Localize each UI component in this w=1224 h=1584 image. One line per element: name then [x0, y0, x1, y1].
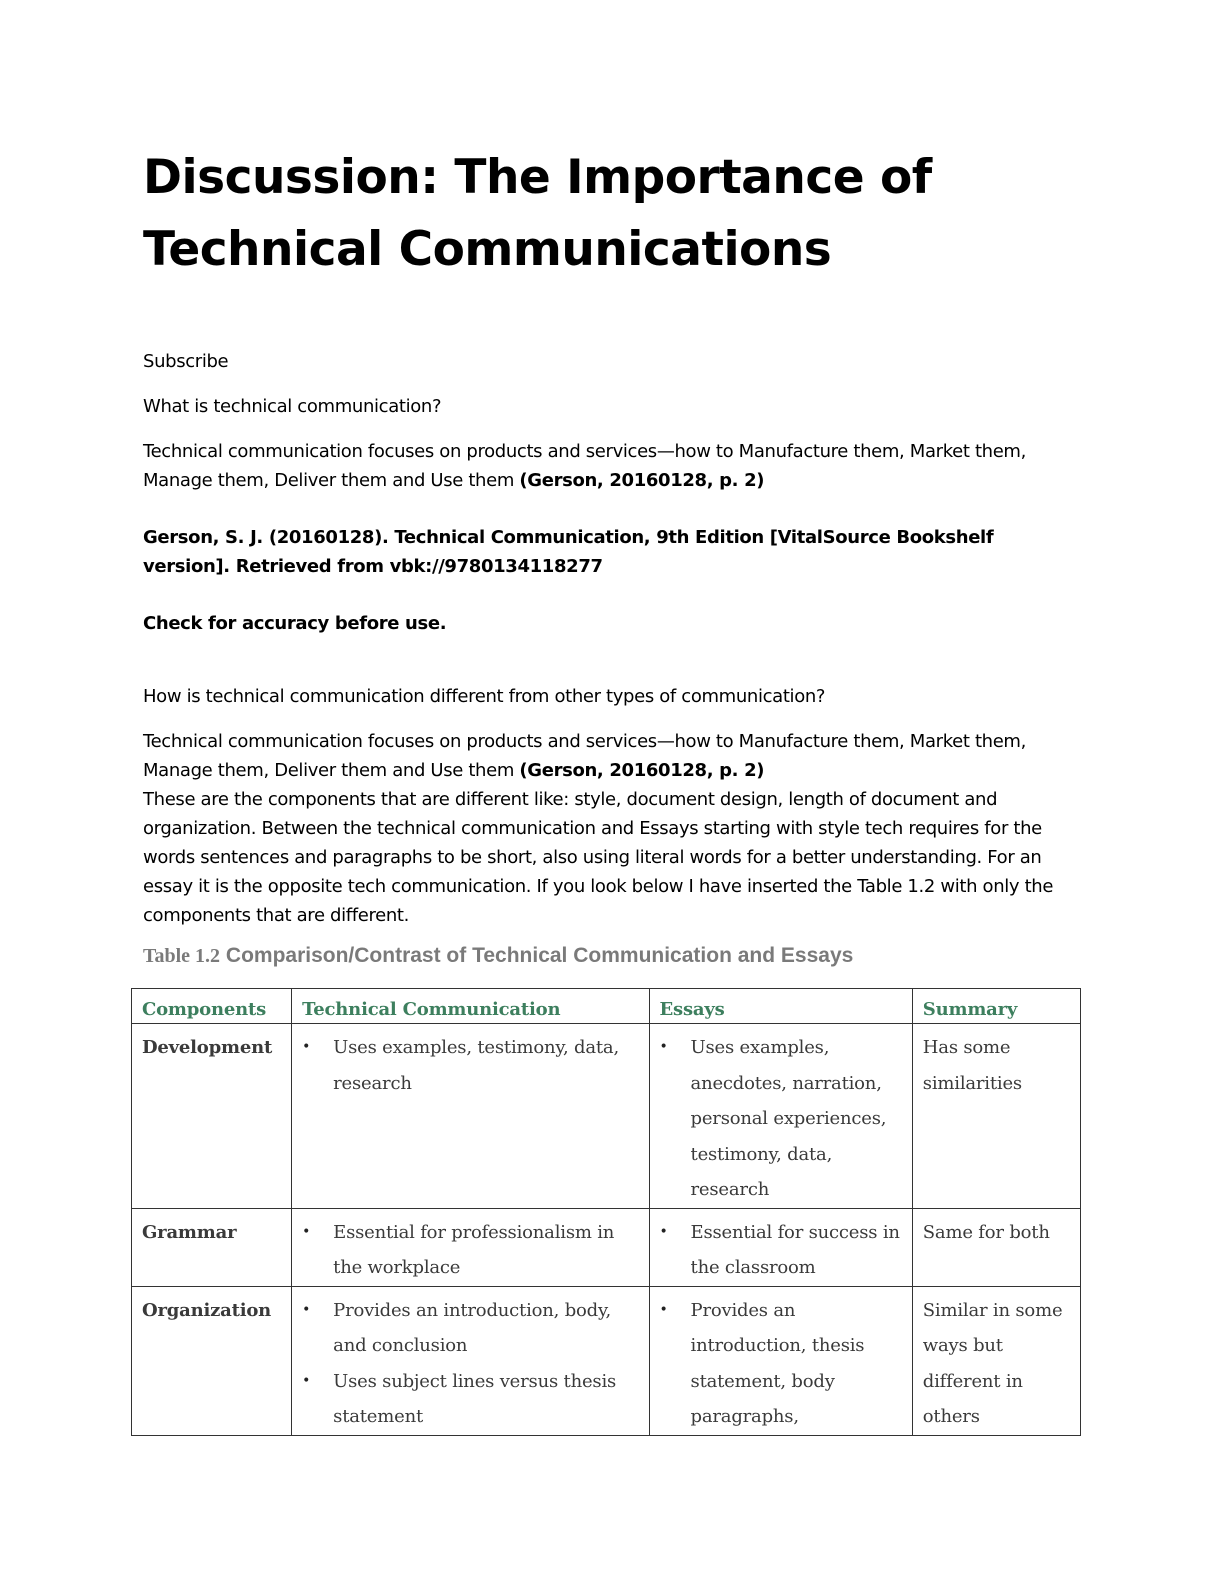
- header-summary: Summary: [912, 989, 1080, 1024]
- table-caption-number: Table 1.2: [143, 945, 221, 967]
- reference-citation: Gerson, S. J. (20160128). Technical Communication, 9th Edition [VitalSource Bookshelf version]. Retrieved from vbk://9780134118277: [143, 527, 994, 577]
- paragraph-2-text: Technical communication focuses on products and services—how to Manufacture them, Market them, Manage them, Deliver them and Use them: [143, 731, 1026, 781]
- table-caption: [143, 944, 853, 968]
- list-item: • Provides an introduction, body, and conclusion: [302, 1293, 638, 1364]
- question-2: How is technical communication different from other types of communication?: [143, 686, 826, 707]
- list-item: • Uses subject lines versus thesis statement: [302, 1364, 638, 1435]
- cell-technical-grammar: [292, 1208, 649, 1286]
- list-item: • Essential for success in the classroom: [660, 1215, 902, 1286]
- page-title: Discussion: The Importance of Technical Communications: [143, 150, 932, 277]
- bullet-list: [302, 1215, 638, 1286]
- table-row: [132, 1024, 1081, 1209]
- paragraph-1-text: Technical communication focuses on products and services—how to Manufacture them, Market them, Manage them, Deliver them and Use them: [143, 441, 1026, 491]
- bullet-list: [660, 1030, 902, 1208]
- paragraph-1: [143, 437, 1063, 495]
- header-technical-communication: Technical Communication: [292, 989, 649, 1024]
- paragraph-2-citation: (Gerson, 20160128, p. 2): [519, 760, 765, 781]
- row-component-organization: Organization: [132, 1286, 292, 1435]
- cell-technical-organization: [292, 1286, 649, 1435]
- accuracy-note: Check for accuracy before use.: [143, 613, 447, 634]
- cell-essays-grammar: [649, 1208, 912, 1286]
- table-caption-text: Comparison/Contrast of Technical Communication and Essays: [225, 944, 854, 967]
- bullet-list: [660, 1293, 902, 1435]
- subscribe-link[interactable]: Subscribe: [143, 351, 229, 372]
- list-item: • Uses examples, testimony, data, research: [302, 1030, 638, 1101]
- table-row: [132, 1208, 1081, 1286]
- paragraph-3-text: These are the components that are different like: style, document design, length of document and organization. Between the technical communication and Essays starting with style tech requires for the words sentences and paragraphs to be short, also using literal words for a better understanding. For an essay it is the opposite tech communication. If you look below I have inserted the Table 1.2 with only the components that are different.: [143, 789, 1054, 926]
- row-component-development: Development: [132, 1024, 292, 1209]
- cell-summary-development: Has some similarities: [912, 1024, 1080, 1209]
- list-item: • Uses examples, anecdotes, narration, personal experiences, testimony, data, research: [660, 1030, 902, 1208]
- bullet-list: [302, 1293, 638, 1435]
- paragraph-1-citation: (Gerson, 20160128, p. 2): [519, 470, 765, 491]
- list-item: • Essential for professionalism in the workplace: [302, 1215, 638, 1286]
- cell-summary-grammar: Same for both: [912, 1208, 1080, 1286]
- cell-summary-organization: Similar in some ways but different in others: [912, 1286, 1080, 1435]
- cell-essays-organization: [649, 1286, 912, 1435]
- table-row: [132, 1286, 1081, 1435]
- bullet-list: [302, 1030, 638, 1101]
- row-component-grammar: Grammar: [132, 1208, 292, 1286]
- cell-essays-development: [649, 1024, 912, 1209]
- cell-technical-development: [292, 1024, 649, 1209]
- table-header-row: [132, 989, 1081, 1024]
- header-components: Components: [132, 989, 292, 1024]
- paragraph-2: [143, 727, 1063, 930]
- list-item: • Provides an introduction, thesis statement, body paragraphs,: [660, 1293, 902, 1435]
- comparison-table: [131, 988, 1081, 1436]
- bullet-list: [660, 1215, 902, 1286]
- question-1: What is technical communication?: [143, 396, 442, 417]
- header-essays: Essays: [649, 989, 912, 1024]
